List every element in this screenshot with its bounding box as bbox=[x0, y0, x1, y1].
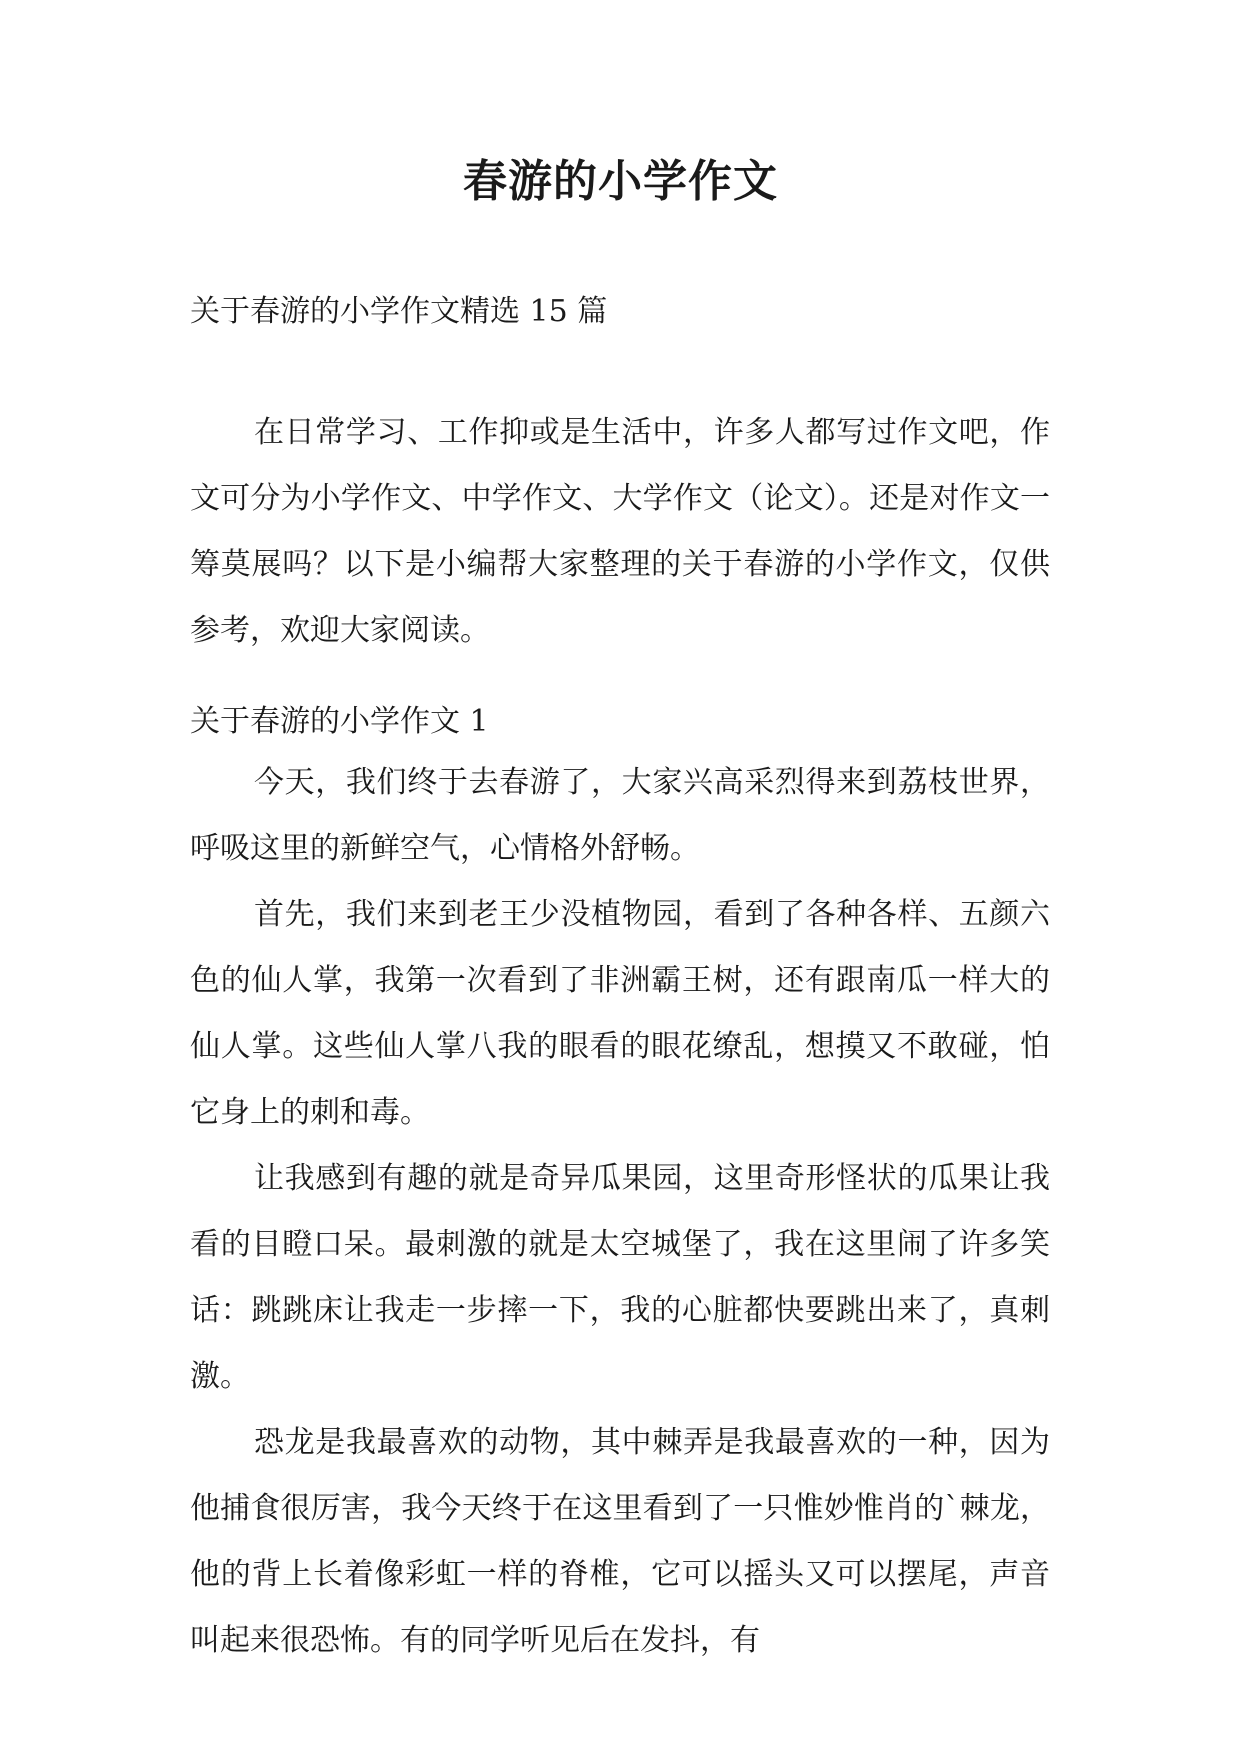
essay-paragraph-2: 首先，我们来到老王少没植物园，看到了各种各样、五颜六色的仙人掌，我第一次看到了非洲霸王树，还有跟南瓜一样大的仙人掌。这些仙人掌八我的眼看的眼花缭乱，想摸又不敢碰，怕它身上的刺和毒。 bbox=[190, 897, 1050, 1130]
intro-paragraph: 在日常学习、工作抑或是生活中，许多人都写过作文吧，作文可分为小学作文、中学作文、大学作文（论文）。还是对作文一筹莫展吗？以下是小编帮大家整理的关于春游的小学作文，仅供参考，欢迎大家阅读。 bbox=[190, 415, 1050, 648]
essay-paragraph-4: 恐龙是我最喜欢的动物，其中棘弄是我最喜欢的一种，因为他捕食很厉害，我今天终于在这里看到了一只惟妙惟肖的`棘龙，他的背上长着像彩虹一样的脊椎，它可以摇头又可以摆尾，声音叫起来很恐怖。有的同学听见后在发抖，有 bbox=[190, 1425, 1050, 1658]
essay-paragraph-3: 让我感到有趣的就是奇异瓜果园，这里奇形怪状的瓜果让我看的目瞪口呆。最刺激的就是太空城堡了，我在这里闹了许多笑话：跳跳床让我走一步摔一下，我的心脏都快要跳出来了，真刺激。 bbox=[190, 1161, 1050, 1394]
essay-paragraph-1: 今天，我们终于去春游了，大家兴高采烈得来到荔枝世界，呼吸这里的新鲜空气，心情格外舒畅。 bbox=[190, 765, 1050, 866]
intro-block bbox=[190, 400, 1050, 664]
document-title: 春游的小学作文 bbox=[463, 156, 778, 207]
section-heading: 关于春游的小学作文 1 bbox=[190, 704, 489, 739]
document-subtitle: 关于春游的小学作文精选 15 篇 bbox=[190, 294, 608, 329]
essay-body bbox=[190, 750, 1050, 1674]
